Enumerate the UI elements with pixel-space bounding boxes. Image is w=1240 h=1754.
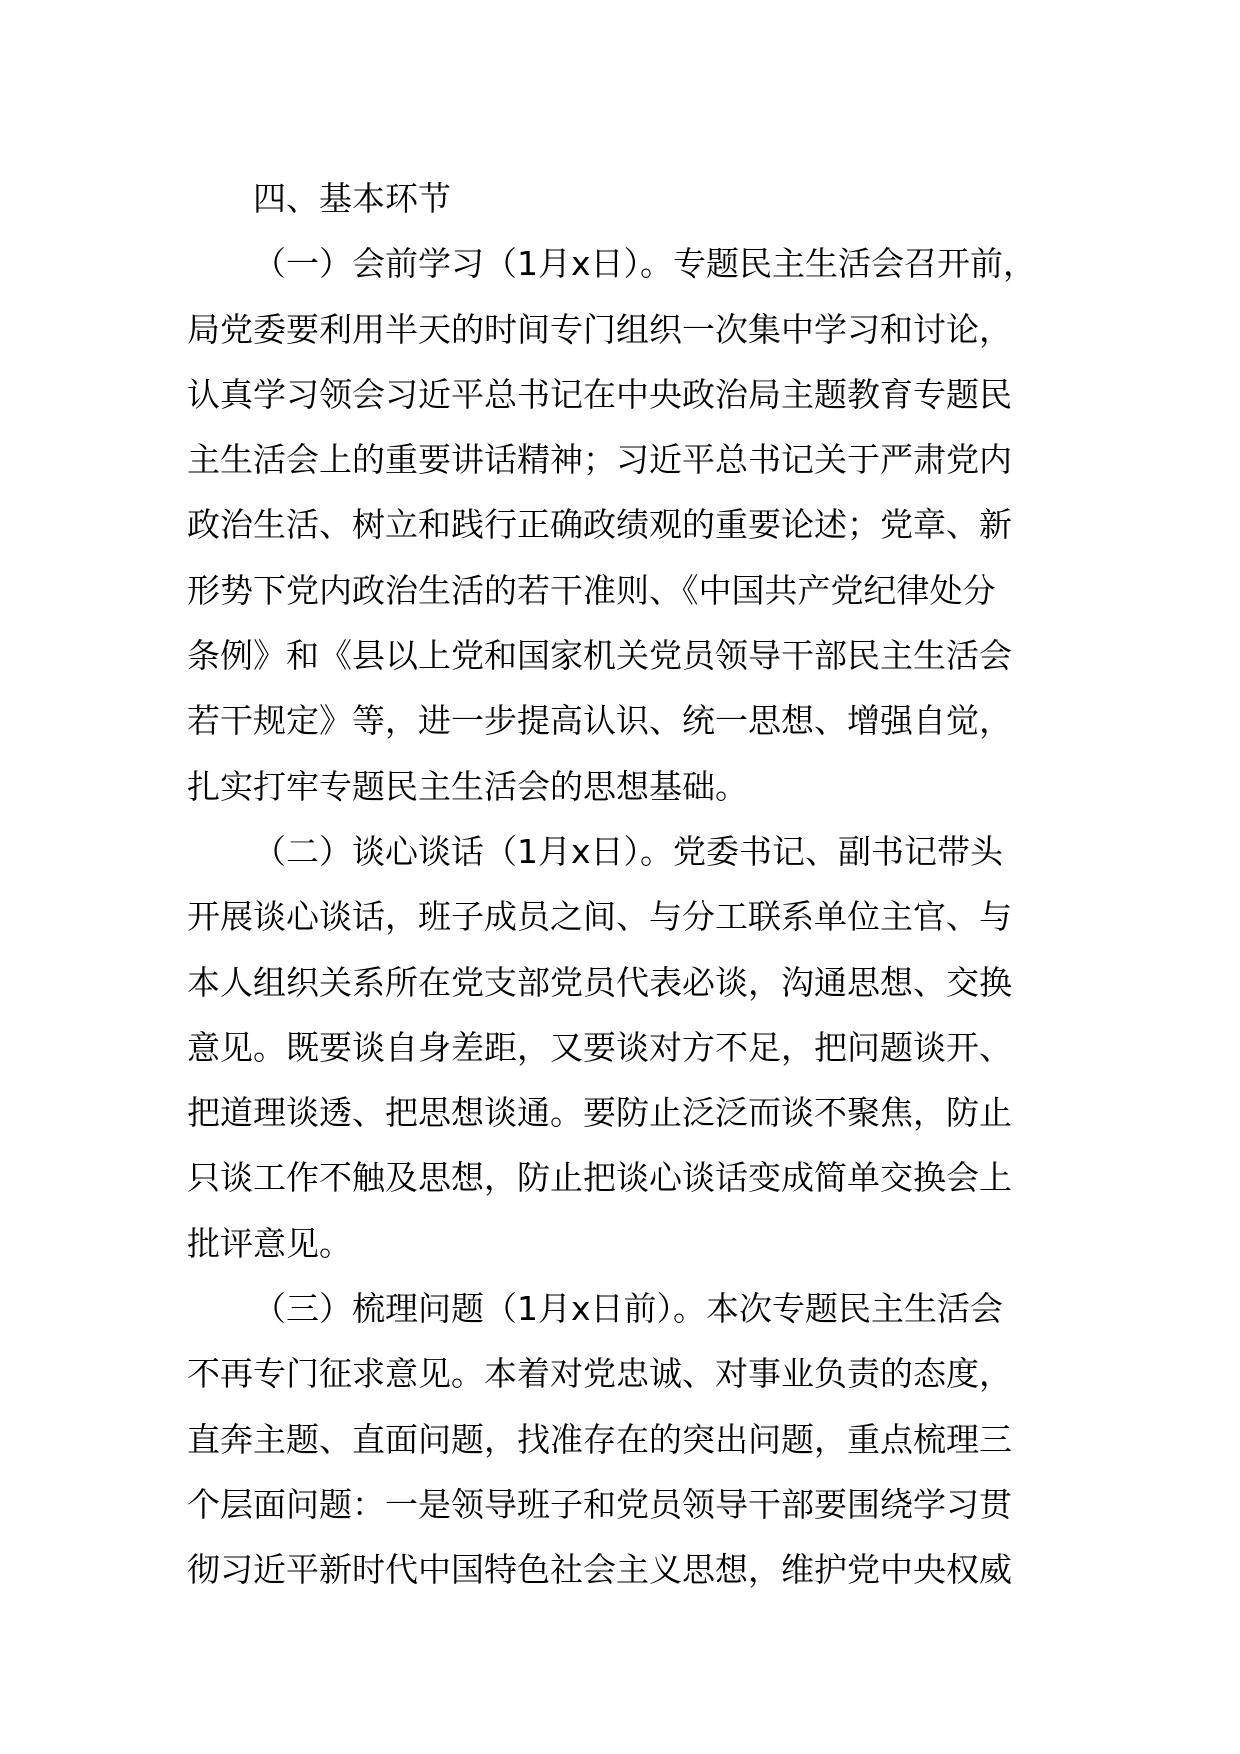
paragraph-2-line: 只谈工作不触及思想，防止把谈心谈话变成简单交换会上 — [187, 1158, 1012, 1198]
paragraph-3-line: 彻习近平新时代中国特色社会主义思想，维护党中央权威 — [187, 1550, 1012, 1590]
section-heading: 四、基本环节 — [253, 179, 451, 218]
paragraph-3-line: 个层面问题：一是领导班子和党员领导干部要围绕学习贯 — [187, 1484, 1012, 1524]
paragraph-2-line: 把道理谈透、把思想谈通。要防止泛泛而谈不聚焦，防止 — [187, 1093, 1012, 1133]
document-body — [187, 166, 1067, 1603]
paragraph-2-line: 批评意见。 — [187, 1223, 352, 1263]
paragraph-1-line: 主生活会上的重要讲话精神；习近平总书记关于严肃党内 — [187, 440, 1012, 480]
paragraph-1-line: 若干规定》等，进一步提高认识、统一思想、增强自觉， — [187, 701, 1012, 741]
paragraph-3-line: （三）梳理问题（1月x日前）。本次专题民主生活会 — [253, 1289, 1004, 1329]
paragraph-1-line: 政治生活、树立和践行正确政绩观的重要论述；党章、新 — [187, 505, 1012, 545]
paragraph-3-line: 不再专门征求意见。本着对党忠诚、对事业负责的态度， — [187, 1354, 1012, 1394]
paragraph-1-line: 条例》和《县以上党和国家机关党员领导干部民主生活会 — [187, 636, 1012, 676]
paragraph-2-line: （二）谈心谈话（1月x日）。党委书记、副书记带头 — [253, 831, 1004, 871]
paragraph-1-line: 形势下党内政治生活的若干准则、《中国共产党纪律处分 — [187, 570, 996, 610]
paragraph-1-line: 扎实打牢专题民主生活会的思想基础。 — [187, 766, 748, 806]
paragraph-3-line: 直奔主题、直面问题，找准存在的突出问题，重点梳理三 — [187, 1419, 1012, 1459]
paragraph-1-line: 认真学习领会习近平总书记在中央政治局主题教育专题民 — [187, 374, 1012, 414]
paragraph-2-line: 本人组织关系所在党支部党员代表必谈，沟通思想、交换 — [187, 962, 1012, 1002]
paragraph-2-line: 开展谈心谈话，班子成员之间、与分工联系单位主官、与 — [187, 897, 1012, 937]
paragraph-1-line: 局党委要利用半天的时间专门组织一次集中学习和讨论， — [187, 309, 1012, 349]
paragraph-2-line: 意见。既要谈自身差距，又要谈对方不足，把问题谈开、 — [187, 1027, 1012, 1067]
paragraph-1-line: （一）会前学习（1月x日）。专题民主生活会召开前， — [253, 244, 1037, 284]
